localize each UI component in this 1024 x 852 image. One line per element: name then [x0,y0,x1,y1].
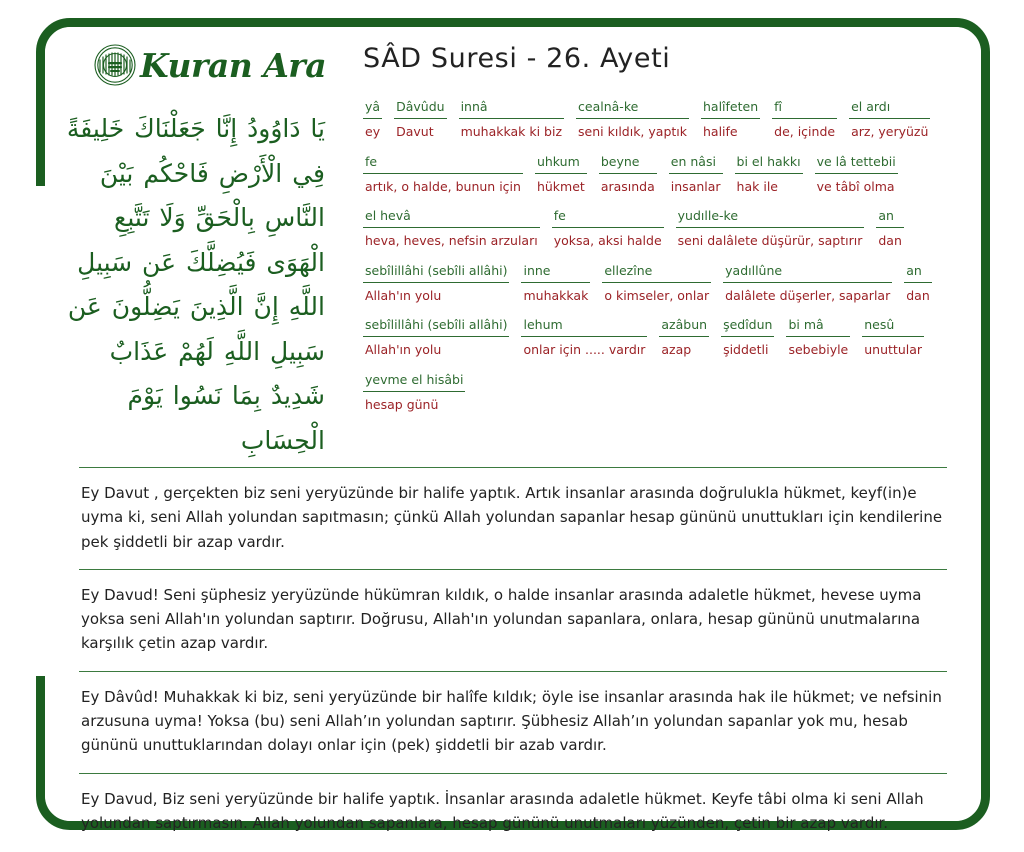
transliteration-text: inne [521,263,590,283]
transliteration-text: an [876,208,904,228]
word-by-word-cell[interactable] [363,154,523,196]
word-by-word-cell[interactable] [862,317,924,359]
meaning-text: dalâlete düşerler, saparlar [725,287,891,303]
word-by-word-row [363,154,963,196]
transliteration-text: sebîlillâhi (sebîli allâhi) [363,263,509,283]
translations-list [79,467,947,850]
transliteration-text: en nâsi [669,154,723,174]
transliteration-text: fe [363,154,523,174]
word-by-word-cell[interactable] [735,154,803,196]
site-logo-text: Kuran Ara [140,45,327,85]
transliteration-text: innâ [459,99,564,119]
meaning-text: hükmet [536,178,585,194]
meaning-text: Allah'ın yolu [365,287,442,303]
word-by-word-cell[interactable] [363,317,509,359]
word-by-word-cell[interactable] [815,154,898,196]
meaning-text: unuttular [864,342,923,358]
transliteration-text: ve lâ tettebii [815,154,898,174]
translation-paragraph: Ey Davud, Biz seni yeryüzünde bir halife yaptık. İnsanlar arasında adaletle hükmet. Keyfe tâbi olma ki seni Allah yolundan saptırmasın. Allah yolundan sapanlara, hesap gününü unutmaları yüzünden, çetin bir azap vardır. [81,789,924,832]
word-by-word-row [363,208,963,250]
meaning-text: insanlar [670,178,721,194]
transliteration-text: el ardı [849,99,930,119]
word-by-word-cell[interactable] [721,317,774,359]
transliteration-text: nesû [862,317,924,337]
page-title: SÂD Suresi - 26. Ayeti [363,43,671,74]
word-by-word-cell[interactable] [394,99,446,141]
word-by-word-cell[interactable] [552,208,664,250]
word-by-word-cell[interactable] [676,208,865,250]
transliteration-text: fî [772,99,837,119]
meaning-text: arasında [600,178,655,194]
meaning-text: ey [365,124,381,140]
meaning-text: de, içinde [774,124,836,140]
transliteration-text: an [904,263,932,283]
meaning-text: şiddetli [723,342,769,358]
transliteration-text: beyne [599,154,657,174]
transliteration-text: sebîlillâhi (sebîli allâhi) [363,317,509,337]
meaning-text: o kimseler, onlar [604,287,710,303]
meaning-text: arz, yeryüzü [851,124,929,140]
transliteration-text: yudılle-ke [676,208,865,228]
word-by-word-cell[interactable] [701,99,760,141]
transliteration-text: ellezîne [602,263,711,283]
word-by-word-table [363,99,963,426]
meaning-text: ve tâbî olma [816,178,895,194]
transliteration-text: lehum [521,317,647,337]
page-header [45,27,981,99]
word-by-word-cell[interactable] [521,317,647,359]
word-by-word-cell[interactable] [363,208,540,250]
meaning-text: Allah'ın yolu [365,342,442,358]
meaning-text: halife [703,124,738,140]
word-by-word-cell[interactable] [849,99,930,141]
meaning-text: dan [906,287,930,303]
word-by-word-cell[interactable] [876,208,904,250]
word-by-word-cell[interactable] [599,154,657,196]
meaning-text: heva, heves, nefsin arzuları [365,233,538,249]
word-by-word-cell[interactable] [363,99,382,141]
meaning-text: muhakkak ki biz [460,124,563,140]
meaning-text: yoksa, aksi halde [553,233,662,249]
transliteration-text: şedîdun [721,317,774,337]
meaning-text: Davut [396,124,434,140]
meaning-text: onlar için ..... vardır [523,342,646,358]
transliteration-text: el hevâ [363,208,540,228]
word-by-word-cell[interactable] [521,263,590,305]
word-by-word-row [363,99,963,141]
translation-paragraph: Ey Davud! Seni şüphesiz yeryüzünde hükümran kıldık, o halde insanlar arasında adaletle hükmet, hevese uyma yoksa seni Allah'ın yolundan saptırır. Doğrusu, Allah'ın yolundan sapanlara, onlara, hesap gününü unutmalarına karşılık çetin azap vardır. [81,585,922,653]
transliteration-text: fe [552,208,664,228]
content-sheet [45,27,981,832]
meaning-text: hak ile [736,178,778,194]
meaning-text: muhakkak [523,287,589,303]
transliteration-text: Dâvûdu [394,99,446,119]
meaning-text: seni kıldık, yaptık [578,124,687,140]
word-by-word-cell[interactable] [772,99,837,141]
transliteration-text: bi mâ [786,317,850,337]
quran-calligraphy-emblem-icon [92,42,138,88]
word-by-word-cell[interactable] [659,317,709,359]
meaning-text: dan [878,233,902,249]
word-by-word-cell[interactable] [786,317,850,359]
transliteration-text: bi el hakkı [735,154,803,174]
site-logo[interactable] [92,42,326,88]
arabic-verse-text: يَا دَاوُودُ إِنَّا جَعَلْنَاكَ خَلِيفَةً فِي الْأَرْضِ فَاحْكُم بَيْنَ النَّاسِ بِالْحَقِّ وَلَا تَتَّبِعِ الْهَوَى فَيُضِلَّكَ عَن سَبِيلِ اللَّهِ إِنَّ الَّذِينَ يَضِلُّونَ عَن سَبِيلِ اللَّهِ لَهُمْ عَذَابٌ شَدِيدٌ بِمَا نَسُوا يَوْمَ الْحِسَابِ [66,114,325,455]
transliteration-text: uhkum [535,154,587,174]
translation-paragraph: Ey Davut , gerçekten biz seni yeryüzünde bir halife yaptık. Artık insanlar arasında doğrulukla hükmet, keyf(in)e uyma ki, seni Allah yolundan sapıtmasın; çünkü Allah yolundan sapanlar hesap gününü unuttukları için kendilerine pek şiddetli bir azap vardır. [81,484,943,551]
word-by-word-cell[interactable] [535,154,587,196]
transliteration-text: yevme el hisâbi [363,372,465,392]
transliteration-text: yâ [363,99,382,119]
word-by-word-cell[interactable] [363,263,509,305]
word-by-word-row [363,372,963,414]
meaning-text: sebebiyle [788,342,849,358]
word-by-word-cell[interactable] [459,99,564,141]
word-by-word-row [363,263,963,305]
transliteration-text: halîfeten [701,99,760,119]
word-by-word-cell[interactable] [363,372,465,414]
word-by-word-row [363,317,963,359]
meaning-text: seni dalâlete düşürür, saptırır [677,233,863,249]
word-by-word-cell[interactable] [602,263,711,305]
word-by-word-cell[interactable] [723,263,892,305]
meaning-text: artık, o halde, bunun için [365,178,521,194]
translation-paragraph: Ey Dâvûd! Muhakkak ki biz, seni yeryüzünde bir halîfe kıldık; öyle ise insanlar arasında hak ile hükmet; ve nefsinin arzusuna uyma! Yoksa (bu) seni Allah’ın yolundan saptırır. Şübhesiz Allah’ın yolundan sapanlar yok mu, hesab gününü unuttuklarından dolayı onlar için (pek) şiddetli bir azab vardır. [81,687,942,755]
word-by-word-cell[interactable] [576,99,689,141]
transliteration-text: azâbun [659,317,709,337]
word-by-word-cell[interactable] [669,154,723,196]
word-by-word-cell[interactable] [904,263,932,305]
transliteration-text: yadıllûne [723,263,892,283]
meaning-text: azap [661,342,692,358]
transliteration-text: cealnâ-ke [576,99,689,119]
meaning-text: hesap günü [365,396,439,412]
